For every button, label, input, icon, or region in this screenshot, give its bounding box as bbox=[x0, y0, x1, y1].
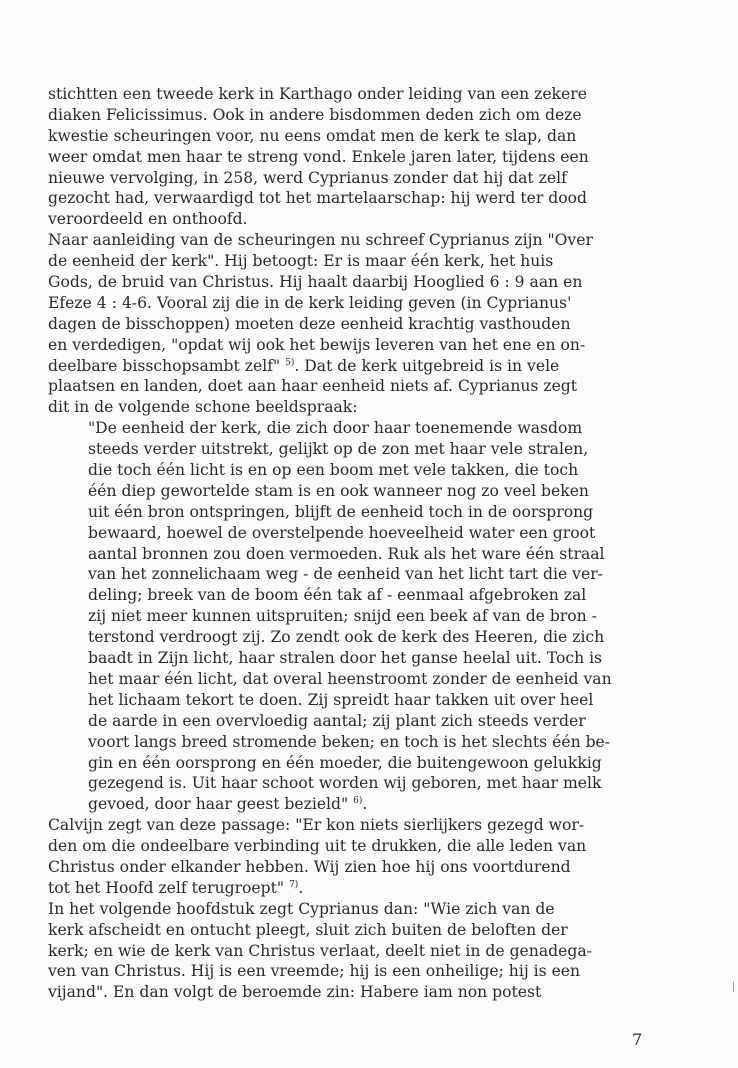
text-line: "De eenheid der kerk, die zich door haar toenemende wasdom bbox=[88, 419, 583, 438]
text-line: van het zonnelichaam weg - de eenheid van het licht tart die ver- bbox=[88, 565, 603, 584]
paragraph-2 bbox=[48, 230, 698, 418]
text-fragment: . bbox=[362, 795, 368, 814]
page-text bbox=[48, 84, 698, 1003]
text-line bbox=[48, 794, 698, 815]
text-line: plaatsen en landen, doet aan haar eenheid niets af. Cyprianus zegt bbox=[48, 377, 578, 396]
text-line: den om die ondeelbare verbinding uit te drukken, die alle leden van bbox=[48, 837, 587, 856]
text-fragment: deelbare bisschopsambt zelf" bbox=[48, 356, 281, 375]
text-line: Calvijn zegt van deze passage: "Er kon niets sierlijkers gezegd wor- bbox=[48, 816, 585, 835]
footnote-marker: 5) bbox=[285, 357, 295, 368]
text-line: deling; breek van de boom één tak af - eenmaal afgebroken zal bbox=[88, 586, 587, 605]
text-fragment: . Dat de kerk uitgebreid is in vele bbox=[294, 356, 560, 375]
footnote-marker: 6) bbox=[353, 796, 363, 807]
text-line: uit één bron ontspringen, blijft de eenheid toch in de oorsprong bbox=[88, 502, 594, 521]
text-line bbox=[48, 356, 698, 377]
margin-mark bbox=[733, 982, 734, 992]
text-line: kerk; en wie de kerk van Christus verlaat, deelt niet in de genadega- bbox=[48, 941, 592, 960]
text-line: weer omdat men haar te streng vond. Enkele jaren later, tijdens een bbox=[48, 147, 589, 166]
text-line: Efeze 4 : 4-6. Vooral zij die in de kerk leiding geven (in Cyprianus' bbox=[48, 293, 572, 312]
text-line: de aarde in een overvloedig aantal; zij plant zich steeds verder bbox=[88, 711, 586, 730]
text-line: dit in de volgende schone beeldspraak: bbox=[48, 398, 358, 417]
text-line: één diep gewortelde stam is en ook wanneer nog zo veel beken bbox=[88, 481, 589, 500]
text-line: ven van Christus. Hij is een vreemde; hij is een onheilige; hij is een bbox=[48, 962, 581, 981]
text-line: de eenheid der kerk". Hij betoogt: Er is maar één kerk, het huis bbox=[48, 252, 554, 271]
text-line: Naar aanleiding van de scheuringen nu schreef Cyprianus zijn "Over bbox=[48, 231, 593, 250]
text-line: terstond verdroogt zij. Zo zendt ook de kerk des Heeren, die zich bbox=[88, 628, 605, 647]
text-line: bewaard, hoewel de overstelpende hoeveelheid water een groot bbox=[88, 523, 596, 542]
text-line bbox=[48, 878, 698, 899]
paragraph-1 bbox=[48, 84, 698, 230]
text-line: veroordeeld en onthoofd. bbox=[48, 210, 248, 229]
text-line: In het volgende hoofdstuk zegt Cyprianus dan: "Wie zich van de bbox=[48, 899, 555, 918]
text-line: gin en één oorsprong en één moeder, die buitengewoon gelukkig bbox=[88, 753, 602, 772]
footnote-marker: 7) bbox=[289, 879, 299, 890]
text-line: gezocht had, verwaardigd tot het martelaarschap: hij werd ter dood bbox=[48, 189, 587, 208]
text-fragment: gevoed, door haar geest bezield" bbox=[88, 795, 349, 814]
text-line: nieuwe vervolging, in 258, werd Cyprianus zonder dat hij dat zelf bbox=[48, 168, 567, 187]
text-line: het lichaam tekort te doen. Zij spreidt haar takken uit over heel bbox=[88, 690, 594, 709]
text-line: en verdedigen, "opdat wij ook het bewijs leveren van het ene en on- bbox=[48, 335, 586, 354]
text-line: kerk afscheidt en ontucht pleegt, sluit zich buiten de beloften der bbox=[48, 920, 568, 939]
text-line: aantal bronnen zou doen vermoeden. Ruk als het ware één straal bbox=[88, 544, 605, 563]
text-line: Christus onder elkander hebben. Wij zien hoe hij ons voortdurend bbox=[48, 857, 571, 876]
text-line: Gods, de bruid van Christus. Hij haalt daarbij Hooglied 6 : 9 aan en bbox=[48, 273, 583, 292]
text-line: die toch één licht is en op een boom met vele takken, die toch bbox=[88, 461, 579, 480]
text-line: gezegend is. Uit haar schoot worden wij geboren, met haar melk bbox=[88, 774, 602, 793]
text-line: baadt in Zijn licht, haar stralen door het ganse heelal uit. Toch is bbox=[88, 649, 603, 668]
text-line: vijand". En dan volgt de beroemde zin: Habere iam non potest bbox=[48, 983, 542, 1002]
text-line: zij niet meer kunnen uitspruiten; snijd een beek af van de bron - bbox=[88, 607, 597, 626]
text-line: steeds verder uitstrekt, gelijkt op de zon met haar vele stralen, bbox=[88, 440, 589, 459]
text-line: stichtten een tweede kerk in Karthago onder leiding van een zekere bbox=[48, 85, 587, 103]
text-line: het maar één licht, dat overal heenstroomt zonder de eenheid van bbox=[88, 669, 612, 688]
page-number: 7 bbox=[632, 1030, 643, 1049]
paragraph-3 bbox=[48, 815, 698, 899]
text-line: voort langs breed stromende beken; en toch is het slechts één be- bbox=[88, 732, 611, 751]
text-line: diaken Felicissimus. Ook in andere bisdommen deden zich om deze bbox=[48, 105, 582, 124]
block-quote bbox=[48, 418, 698, 815]
text-fragment: . bbox=[298, 878, 304, 897]
paragraph-4 bbox=[48, 899, 698, 1003]
text-line: kwestie scheuringen voor, nu eens omdat men de kerk te slap, dan bbox=[48, 126, 577, 145]
text-fragment: tot het Hoofd zelf terugroept" bbox=[48, 878, 285, 897]
text-line: dagen de bisschoppen) moeten deze eenheid krachtig vasthouden bbox=[48, 314, 571, 333]
